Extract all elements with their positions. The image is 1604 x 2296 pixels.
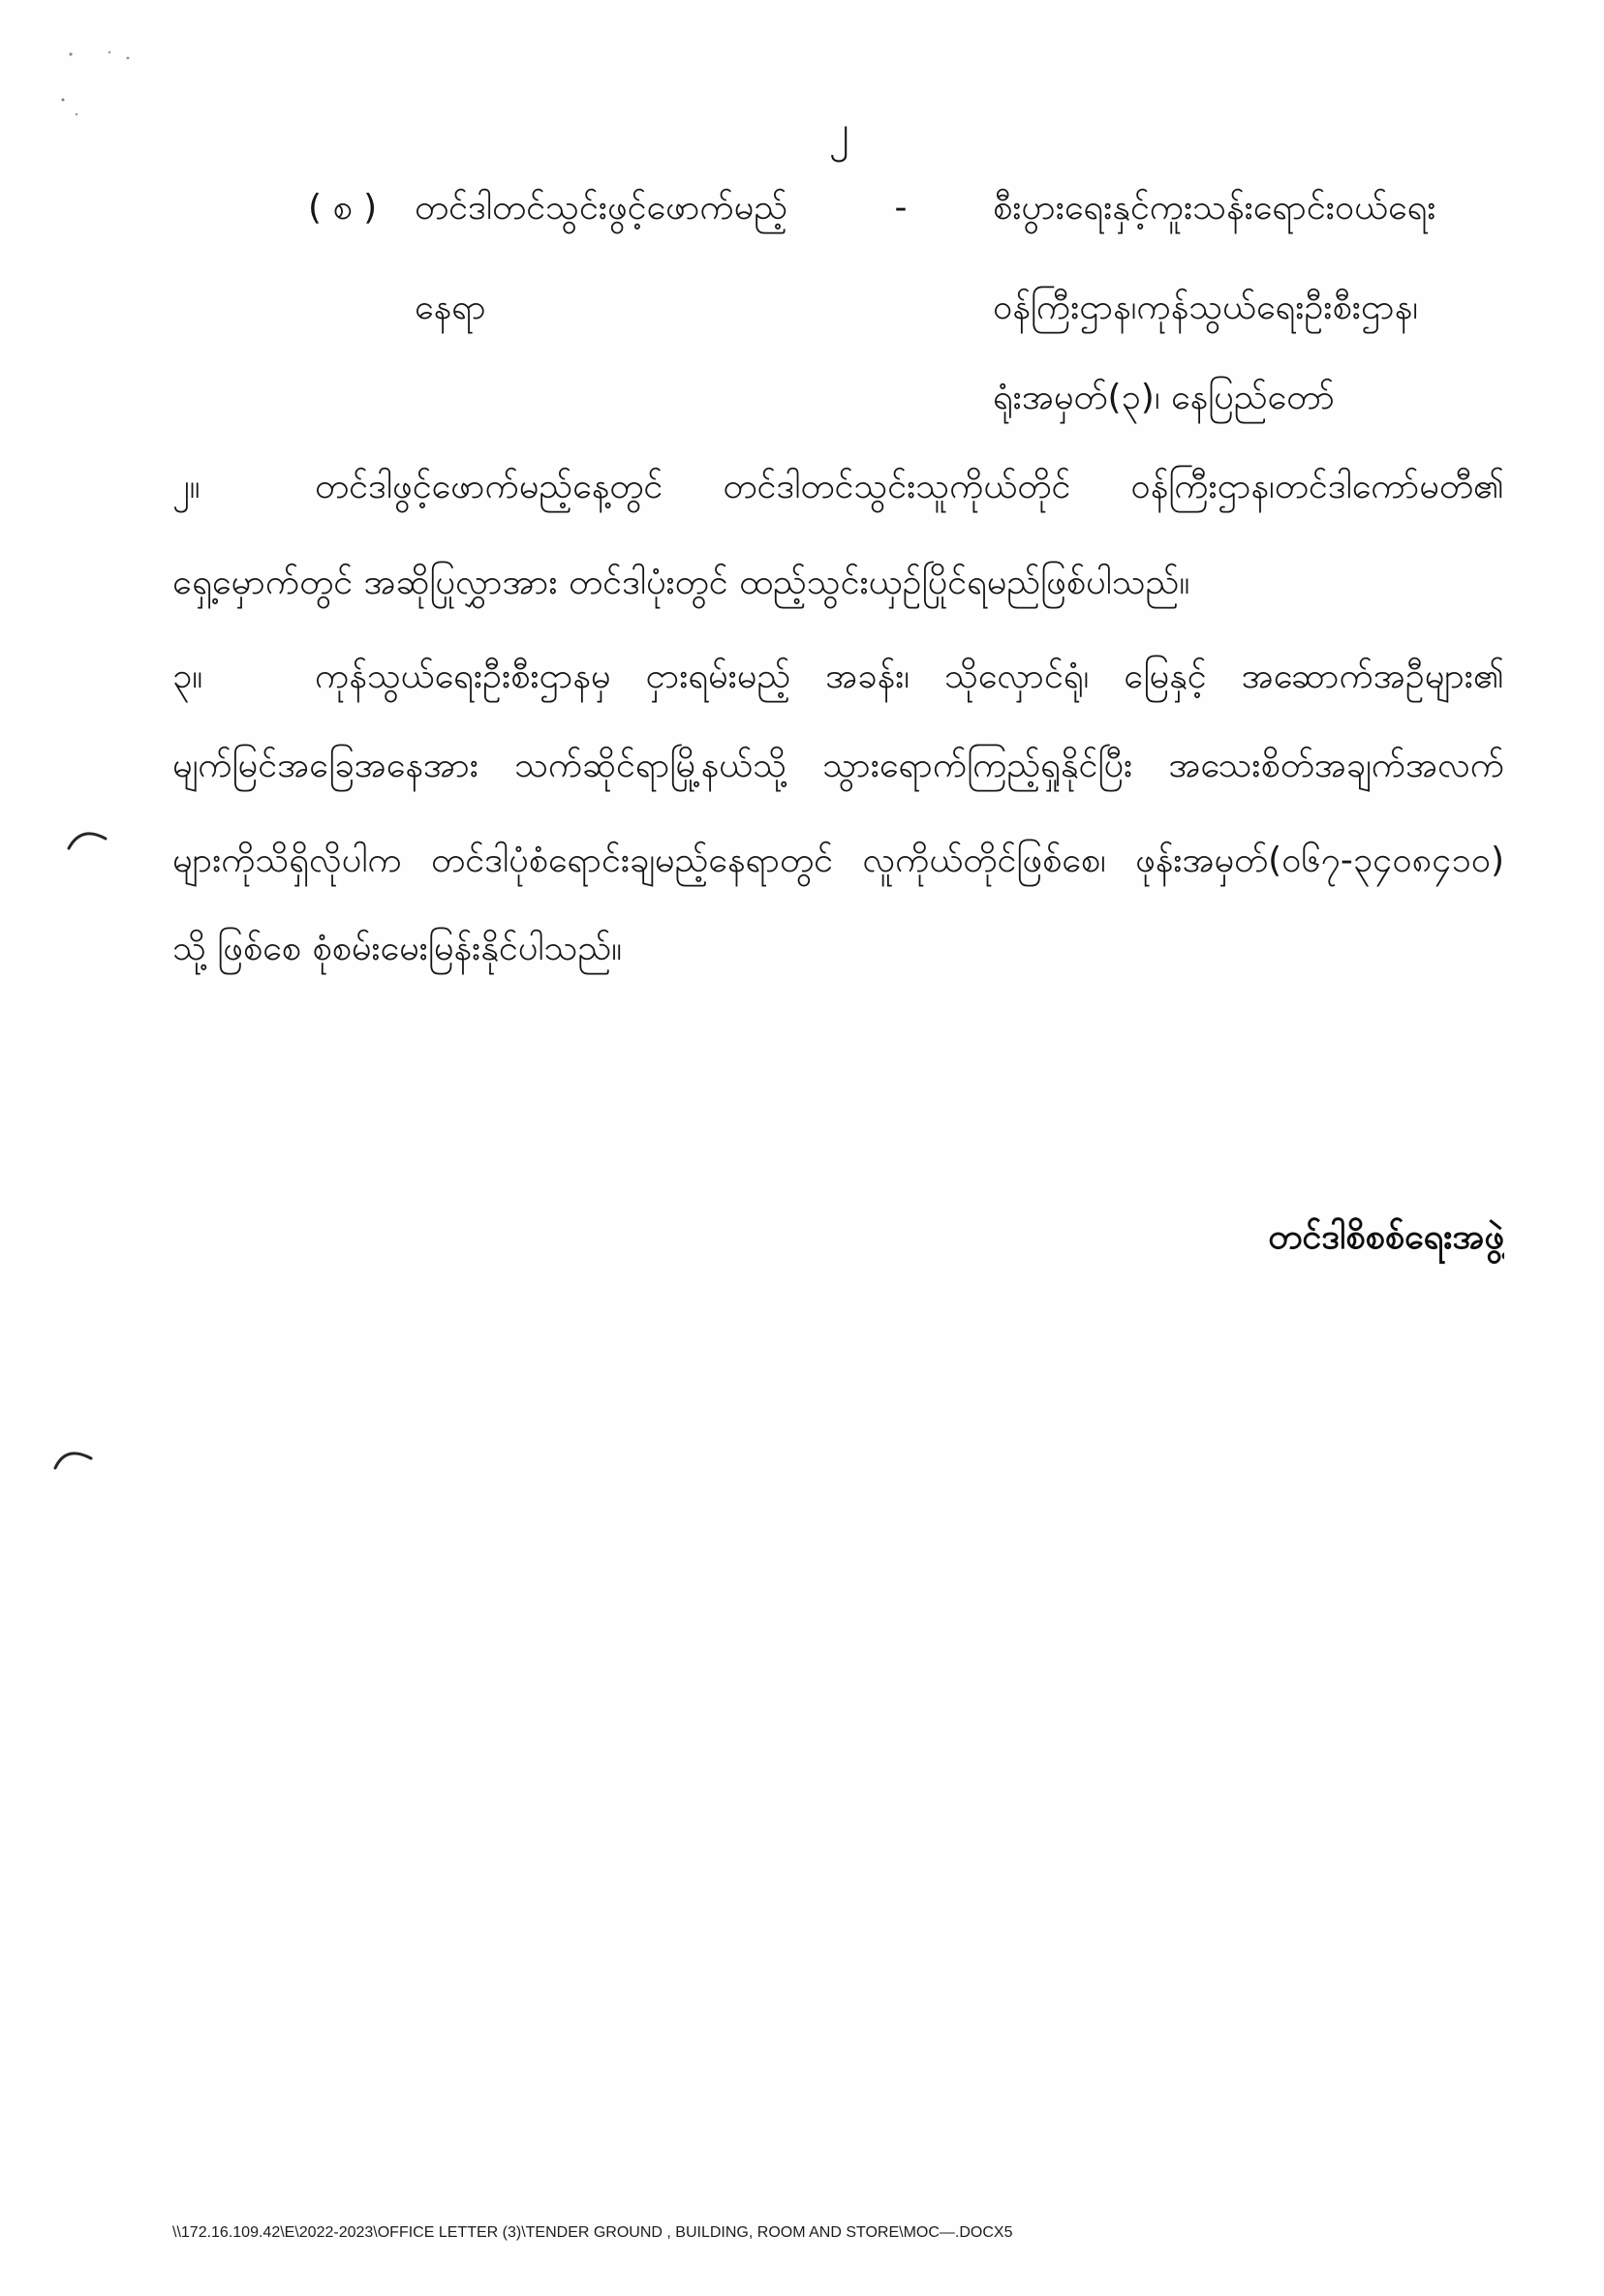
paragraph-line: မျက်မြင်အခြေအနေအား သက်ဆိုင်ရာမြို့နယ်သို့ သွားရောက်ကြည့်ရှုနိုင်ပြီး အသေးစိတ်အချက်အလက် — [172, 746, 1504, 785]
paragraph-number: ၂။ — [172, 467, 200, 506]
paragraph-line: များကိုသိရှိလိုပါက တင်ဒါပုံစံရောင်းချမည့်နေရာတွင် လူကိုယ်တိုင်ဖြစ်စေ၊ ဖုန်းအမှတ်(၀၆၇-၃၄၀၈၄၁၀) — [172, 841, 1504, 880]
paragraph-line: တင်ဒါဖွင့်ဖောက်မည့်နေ့တွင် တင်ဒါတင်သွင်းသူကိုယ်တိုင် ဝန်ကြီးဌာန၊တင်ဒါကော်မတီ၏ — [315, 467, 1504, 506]
paragraph-line: သို့ ဖြစ်စေ စုံစမ်းမေးမြန်းနိုင်ပါသည်။ — [172, 929, 623, 968]
venue-value-line: စီးပွားရေးနှင့်ကူးသန်းရောင်းဝယ်ရေး — [993, 188, 1436, 228]
paragraph-line: ရှေ့မှောက်တွင် အဆိုပြုလွှာအား တင်ဒါပုံးတွင် ထည့်သွင်းယှဉ်ပြိုင်ရမည်ဖြစ်ပါသည်။ — [172, 563, 1190, 602]
signature-block: တင်ဒါစိစစ်ရေးအဖွဲ့ — [1268, 1217, 1504, 1257]
page-number: ၂ — [828, 107, 849, 154]
punch-hole-mark — [50, 1441, 99, 1472]
footer-file-path: \\172.16.109.42\E\2022-2023\OFFICE LETTER (3)\TENDER GROUND , BUILDING, ROOM AND STORE\MOC—.DOCX5 — [172, 2224, 1013, 2241]
list-item-marker: ( စ ) — [308, 188, 378, 228]
venue-value-line: ရုံးအမှတ်(၃)၊ နေပြည်တော် — [993, 378, 1335, 417]
venue-label-line: တင်ဒါတင်သွင်းဖွင့်ဖောက်မည့် — [415, 188, 787, 228]
venue-label-line: နေရာ — [415, 288, 486, 327]
scan-speckles — [53, 44, 140, 126]
venue-value-line: ဝန်ကြီးဌာန၊ကုန်သွယ်ရေးဦးစီးဌာန၊ — [993, 288, 1418, 327]
paragraph-line: ကုန်သွယ်ရေးဦးစီးဌာနမှ ငှားရမ်းမည့် အခန်း၊ သိုလှောင်ရုံ၊ မြေနှင့် အဆောက်အဦများ၏ — [315, 657, 1504, 696]
item-dash: - — [894, 188, 908, 228]
punch-hole-mark — [64, 823, 112, 854]
paragraph-number: ၃။ — [172, 657, 203, 696]
